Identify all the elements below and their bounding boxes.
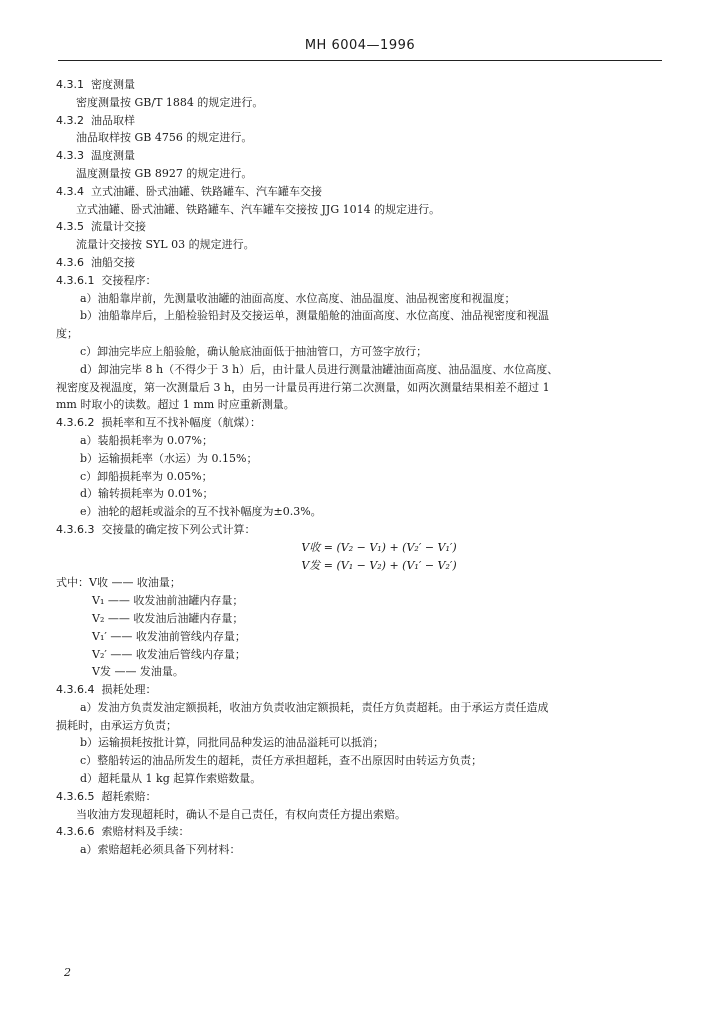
section-number: 4.3.6.3 [56,522,95,536]
section-number: 4.3.6.5 [56,789,95,803]
definition-text: 式中：V收 —— 收油量； [56,576,181,590]
section-heading [56,521,662,539]
continuation-text: mm 时取小的读数。超过 1 mm 时应重新测量。 [56,398,295,412]
list-item [56,361,662,379]
body-paragraph [56,236,662,254]
list-item-text: c）整船转运的油品所发生的超耗，责任方承担超耗，查不出原因时由转运方负责； [80,754,483,768]
list-item-text: b）油船靠岸后，上船检验铅封及交接运单，测量船舱的油面高度、水位高度、油品视密度和视温 [80,309,550,323]
list-item [56,307,662,325]
list-item-text: c）卸船损耗率为 0.05%； [80,469,213,483]
section-number: 4.3.6.1 [56,273,95,287]
continuation-text: 度； [56,327,78,341]
page-number: 2 [64,966,71,979]
list-item [56,752,662,770]
section-heading [56,272,662,290]
formula-text: V收 = (V₂ − V₁) + (V₂′ − V₁′) [301,540,457,554]
continuation-text: 视密度及视温度，第一次测量后 3 h，由另一计量员再进行第二次测量，如两次测量结果相差不超过 1 [56,380,550,394]
list-item-text: a）索赔超耗必须具备下列材料： [80,843,241,857]
list-item-text: d）超耗量从 1 kg 起算作索赔数量。 [80,772,262,786]
definition-text: V₁′ —— 收发油前管线内存量； [92,629,246,643]
section-title: 油船交接 [91,255,135,269]
list-item-text: b）运输损耗按批计算，同批同品种发运的油品溢耗可以抵消； [80,736,385,750]
section-number: 4.3.4 [56,184,84,198]
continuation-line [56,396,662,414]
list-item [56,432,662,450]
section-number: 4.3.6 [56,255,84,269]
section-heading [56,414,662,432]
body-paragraph [56,129,662,147]
formula [56,539,662,557]
section-heading [56,183,662,201]
list-item [56,503,662,521]
section-title: 损耗率和互不找补幅度（航煤）： [101,416,261,430]
list-item [56,450,662,468]
paragraph-text: 流量计交接按 SYL 03 的规定进行。 [76,238,255,252]
section-title: 油品取样 [91,113,135,127]
variable-definition [56,646,662,664]
paragraph-text: 当收油方发现超耗时，确认不是自己责任，有权向责任方提出索赔。 [76,807,406,821]
paragraph-text: 密度测量按 GB/T 1884 的规定进行。 [76,95,264,109]
list-item-text: b）运输损耗率（水运）为 0.15%； [80,451,258,465]
section-number: 4.3.6.6 [56,825,95,839]
list-item-text: d）卸油完毕 8 h（不得少于 3 h）后，由计量人员进行测量油罐油面高度、油品温度、水位高度、 [80,362,559,376]
section-title: 温度测量 [91,149,135,163]
list-item [56,343,662,361]
body-paragraph [56,165,662,183]
section-heading [56,218,662,236]
list-item [56,699,662,717]
section-heading [56,76,662,94]
section-title: 密度测量 [91,78,135,91]
variable-definition [56,610,662,628]
section-number: 4.3.1 [56,78,84,91]
list-item-text: d）输转损耗率为 0.01%； [80,487,214,501]
section-heading [56,147,662,165]
section-title: 超耗索赔： [101,789,157,803]
continuation-text: 损耗时，由承运方负责； [56,718,177,732]
section-title: 交接程序： [101,273,157,287]
variable-definition [56,663,662,681]
list-item [56,468,662,486]
formula [56,557,662,575]
body-paragraph [56,806,662,824]
definition-text: V₂ —— 收发油后油罐内存量； [92,611,244,625]
continuation-line [56,325,662,343]
section-heading [56,681,662,699]
list-item-text: a）发油方负责发油定额损耗，收油方负责收油定额损耗，责任方负责超耗。由于承运方责任造成 [80,700,549,714]
section-heading [56,823,662,841]
section-title: 立式油罐、卧式油罐、铁路罐车、汽车罐车交接 [91,184,322,198]
list-item-text: a）装船损耗率为 0.07%； [80,433,213,447]
section-number: 4.3.5 [56,220,84,234]
list-item [56,770,662,788]
section-title: 损耗处理： [101,683,157,697]
section-number: 4.3.6.4 [56,683,95,697]
variable-definition [56,574,662,592]
list-item-text: c）卸油完毕应上船验舱，确认舱底油面低于抽油管口，方可签字放行； [80,344,428,358]
continuation-line [56,379,662,397]
list-item [56,485,662,503]
definition-text: V₂′ —— 收发油后管线内存量； [92,647,246,661]
body-paragraph [56,94,662,112]
definition-text: V₁ —— 收发油前油罐内存量； [92,594,244,608]
section-title: 流量计交接 [91,220,146,234]
list-item [56,290,662,308]
continuation-line [56,717,662,735]
document-code-header: MH 6004—1996 [304,38,416,53]
variable-definition [56,628,662,646]
body-paragraph [56,201,662,219]
section-heading [56,112,662,130]
paragraph-text: 温度测量按 GB 8927 的规定进行。 [76,166,253,180]
list-item-text: a）油船靠岸前，先测量收油罐的油面高度、水位高度、油品温度、油品视密度和视温度； [80,291,516,305]
formula-text: V发 = (V₁ − V₂) + (V₁′ − V₂′) [301,558,457,572]
document-body [56,76,662,859]
section-title: 交接量的确定按下列公式计算： [101,522,256,536]
list-item-text: e）油轮的超耗或溢余的互不找补幅度为±0.3%。 [80,505,322,519]
header-divider [58,60,662,61]
definition-text: V发 —— 发油量。 [92,665,184,679]
section-title: 索赔材料及手续： [101,825,190,839]
section-heading [56,254,662,272]
section-number: 4.3.6.2 [56,416,95,430]
paragraph-text: 油品取样按 GB 4756 的规定进行。 [76,131,253,145]
list-item [56,841,662,859]
variable-definition [56,592,662,610]
section-heading [56,788,662,806]
section-number: 4.3.3 [56,149,84,163]
list-item [56,734,662,752]
section-number: 4.3.2 [56,113,84,127]
paragraph-text: 立式油罐、卧式油罐、铁路罐车、汽车罐车交接按 JJG 1014 的规定进行。 [76,202,441,216]
